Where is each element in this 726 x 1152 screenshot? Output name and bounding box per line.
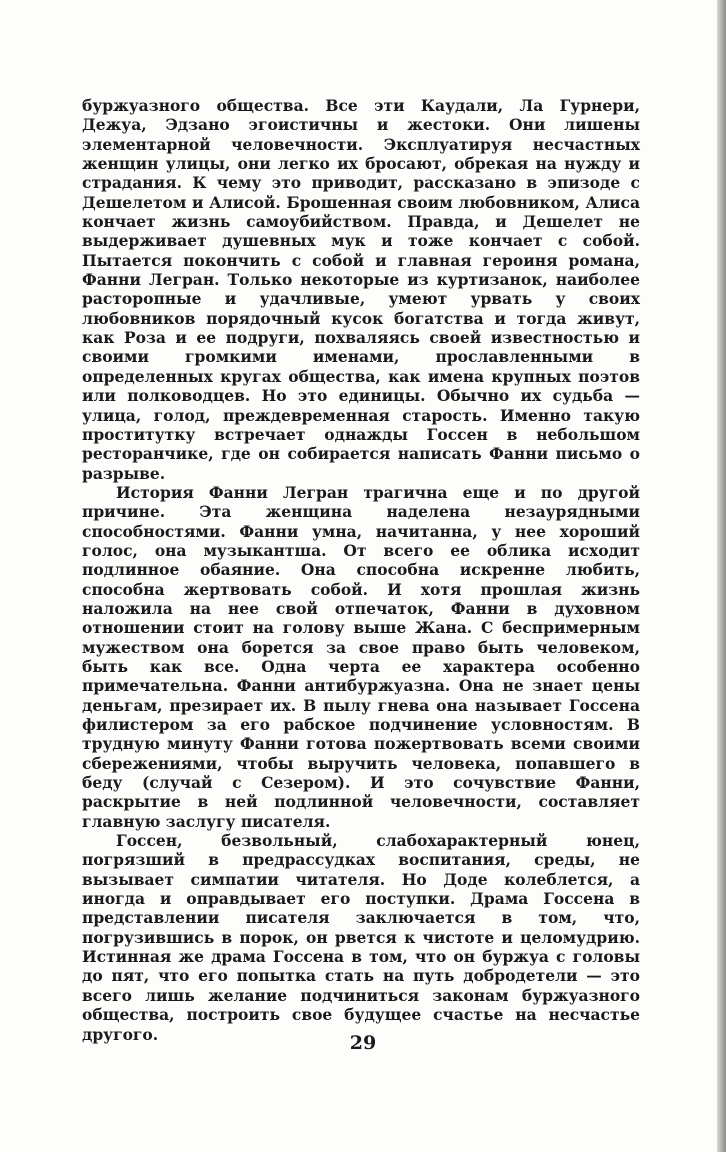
body-text [82,96,640,1044]
page-edge-shadow [717,0,726,1152]
paragraph-2: История Фанни Легран трагична еще и по другой причине. Эта женщина наделена незаурядными способностями. Фанни умна, начитанна, у нее хороший голос, она музыкантша. От всего ее облика исходит подлинное обаяние. Она способна искренне любить, способна жертвовать собой. И хотя прошлая жизнь наложила на нее свой отпечаток, Фанни в духовном отношении стоит на голову выше Жана. С беспримерным мужеством она борется за свое право быть человеком, быть как все. Одна черта ее характера особенно примечательна. Фанни антибуржуазна. Она не знает цены деньгам, презирает их. В пылу гнева она называет Госсена филистером за его рабское подчинение условностям. В трудную минуту Фанни готова пожертвовать всеми своими сбережениями, чтобы выручить человека, попавшего в беду (случай с Сезером). И это сочувствие Фанни, раскрытие в ней подлинной человечности, составляет главную заслугу писателя. [82,482,640,831]
page-number: 29 [349,1032,377,1054]
paragraph-1: буржуазного общества. Все эти Каудали, Ла Гурнери, Дежуа, Эдзано эгоистичны и жестоки. Они лишены элементарной человечности. Эксплуатируя несчастных женщин улицы, они легко их бросают, обрекая на нужду и страдания. К чему это приводит, рассказано в эпизоде с Дешелетом и Алисой. Брошенная своим любовником, Алиса кончает жизнь самоубийством. Правда, и Дешелет не выдерживает душевных мук и тоже кончает с собой. Пытается покончить с собой и главная героиня романа, Фанни Легран. Только некоторые из куртизанок, наиболее расторопные и удачливые, умеют урвать у своих любовников порядочный кусок богатства и тогда живут, как Роза и ее подруги, похваляясь своей известностью и своими громкими именами, прославленными в определенных кругах общества, как имена крупных поэтов или полководцев. Но это единицы. Обычно их судьба — улица, голод, преждевременная старость. Именно такую проститутку встречает однажды Госсен в небольшом ресторанчике, где он собирается написать Фанни письмо о разрыве. [82,96,640,483]
paragraph-3: Госсен, безвольный, слабохарактерный юнец, погрязший в предрассудках воспитания, среды, не вызывает симпатии читателя. Но Доде колеблется, а иногда и оправдывает его поступки. Драма Госсена в представлении писателя заключается в том, что, погрузившись в порок, он рвется к чистоте и целомудрию. Истинная же драма Госсена в том, что он буржуа с головы до пят, что его попытка стать на путь добродетели — это всего лишь желание подчиниться законам буржуазного общества, построить свое будущее счастье на несчастье другого. [82,831,640,1044]
